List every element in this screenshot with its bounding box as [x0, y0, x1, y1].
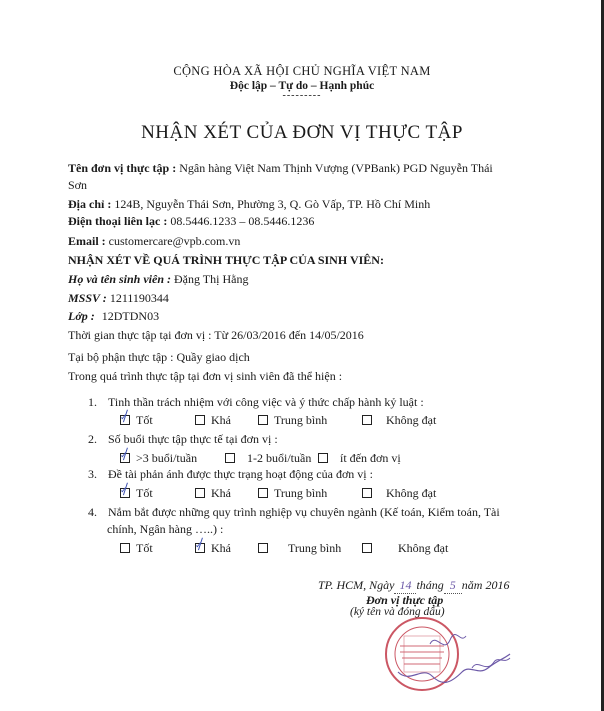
option-label: Trung bình: [274, 486, 328, 500]
option-label: Trung bình: [288, 541, 342, 555]
checkbox-icon[interactable]: [362, 415, 372, 425]
student-class-line: [68, 309, 159, 324]
student-name-value: Đặng Thị Hằng: [174, 272, 249, 286]
option-label: Không đạt: [386, 413, 437, 427]
nation-header: CỘNG HÒA XÃ HỘI CHỦ NGHĨA VIỆT NAM: [173, 64, 431, 78]
criterion-1-option-average[interactable]: [258, 413, 327, 428]
option-label: 1-2 buổi/tuần: [247, 451, 312, 465]
student-class-label: Lớp :: [68, 309, 95, 323]
email-label: Email :: [68, 234, 106, 248]
address-label: Địa chỉ :: [68, 197, 112, 211]
criterion-2-number: 2.: [88, 432, 97, 446]
page-title: NHẬN XÉT CỦA ĐƠN VỊ THỰC TẬP: [141, 122, 463, 143]
option-label: Tốt: [136, 486, 153, 500]
criterion-4-option-fair[interactable]: [195, 541, 231, 556]
checkbox-icon[interactable]: [318, 453, 328, 463]
checkbox-checked-icon[interactable]: [120, 453, 130, 463]
unit-name-line: [68, 161, 493, 176]
phone-value: 08.5446.1233 – 08.5446.1236: [170, 214, 315, 228]
evaluation-intro: Trong quá trình thực tập tại đơn vị sinh viên đã thể hiện :: [68, 369, 343, 383]
option-label: Khá: [211, 486, 231, 500]
option-label: Khá: [211, 413, 231, 427]
email-value: customercare@vpb.com.vn: [108, 234, 241, 248]
address-value: 124B, Nguyễn Thái Sơn, Phường 3, Q. Gò Vấp, TP. Hồ Chí Minh: [114, 197, 431, 211]
criterion-1-question: Tinh thần trách nhiệm với công việc và ý thức chấp hành kỷ luật :: [108, 395, 424, 409]
address-line: [68, 197, 430, 212]
internship-period: Thời gian thực tập tại đơn vị : Từ 26/03/2016 đến 14/05/2016: [68, 328, 364, 342]
criterion-4-option-average[interactable]: [258, 541, 341, 556]
unit-name-value-cont: Sơn: [68, 178, 88, 192]
criterion-4-number: 4.: [88, 505, 97, 519]
option-label: ít đến đơn vị: [340, 451, 401, 465]
option-label: >3 buổi/tuần: [136, 451, 198, 465]
criterion-4-question: Nắm bắt được những quy trình nghiệp vụ chuyên ngành (Kế toán, Kiểm toán, Tài: [108, 505, 500, 519]
criterion-3-number: 3.: [88, 467, 97, 481]
student-id-label: MSSV :: [68, 291, 107, 305]
checkbox-icon[interactable]: [258, 415, 268, 425]
email-line: [68, 234, 240, 249]
option-label: Khá: [211, 541, 231, 555]
signature-year: năm 2016: [461, 578, 510, 592]
section-heading: NHẬN XÉT VỀ QUÁ TRÌNH THỰC TẬP CỦA SINH VIÊN:: [68, 253, 384, 267]
criterion-3-option-fair[interactable]: [195, 486, 231, 501]
criterion-2-option-more-than-3[interactable]: [120, 451, 197, 466]
checkbox-icon[interactable]: [258, 488, 268, 498]
signature-day: 14: [394, 578, 416, 594]
phone-line: [68, 214, 314, 229]
criterion-1-number: 1.: [88, 395, 97, 409]
checkbox-icon[interactable]: [195, 488, 205, 498]
department: Tại bộ phận thực tập : Quầy giao dịch: [68, 350, 250, 364]
checkbox-icon[interactable]: [225, 453, 235, 463]
student-name-label: Họ và tên sinh viên :: [68, 272, 172, 286]
criterion-3-option-average[interactable]: [258, 486, 327, 501]
criterion-3-option-fail[interactable]: [362, 486, 436, 501]
checkbox-checked-icon[interactable]: [120, 488, 130, 498]
criterion-4-option-good[interactable]: [120, 541, 153, 556]
checkbox-icon[interactable]: [195, 415, 205, 425]
option-label: Không đạt: [386, 486, 437, 500]
signature-place: TP. HCM, Ngày: [318, 578, 395, 592]
criterion-3-question: Đề tài phản ánh được thực trạng hoạt động của đơn vị :: [108, 467, 373, 481]
checkbox-icon[interactable]: [362, 543, 372, 553]
criterion-2-question: Số buổi thực tập thực tế tại đơn vị :: [108, 432, 278, 446]
criterion-4-option-fail[interactable]: [362, 541, 448, 556]
checkbox-icon[interactable]: [120, 543, 130, 553]
signature-month: 5: [444, 578, 462, 594]
phone-label: Điện thoại liên lạc :: [68, 214, 168, 228]
unit-name-label: Tên đơn vị thực tập :: [68, 161, 177, 175]
criterion-1-option-good[interactable]: [120, 413, 153, 428]
criterion-4-question-cont: chính, Ngân hàng …..) :: [107, 522, 224, 536]
criterion-1-option-fail[interactable]: [362, 413, 436, 428]
option-label: Trung bình: [274, 413, 328, 427]
criterion-1: [88, 395, 424, 410]
option-label: Tốt: [136, 541, 153, 555]
signature-unit-title: Đơn vị thực tập: [366, 593, 444, 607]
header-rule: ---------: [282, 90, 322, 101]
criterion-3: [88, 467, 373, 482]
checkbox-icon[interactable]: [362, 488, 372, 498]
option-label: Tốt: [136, 413, 153, 427]
motto: Độc lập – Tự do – Hạnh phúc: [229, 80, 375, 92]
criterion-2: [88, 432, 278, 447]
student-id-value: 1211190344: [109, 291, 169, 305]
company-stamp-and-signature: [370, 614, 520, 706]
signature-date: [318, 578, 509, 594]
checkbox-checked-icon[interactable]: [120, 415, 130, 425]
student-name-line: [68, 272, 248, 287]
signature-note: (ký tên và đóng dấu): [350, 606, 445, 618]
unit-name-value: Ngân hàng Việt Nam Thịnh Vượng (VPBank) PGD Nguyễn Thái: [179, 161, 493, 175]
option-label: Không đạt: [398, 541, 449, 555]
checkbox-icon[interactable]: [258, 543, 268, 553]
student-id-line: [68, 291, 169, 306]
criterion-2-option-1-2[interactable]: [225, 451, 311, 466]
student-class-value: 12DTDN03: [101, 309, 160, 323]
criterion-2-option-rarely[interactable]: [318, 451, 401, 466]
criterion-3-option-good[interactable]: [120, 486, 153, 501]
checkbox-checked-icon[interactable]: [195, 543, 205, 553]
criterion-1-option-fair[interactable]: [195, 413, 231, 428]
signature-month-word: tháng: [416, 578, 444, 592]
criterion-4: [88, 505, 500, 520]
